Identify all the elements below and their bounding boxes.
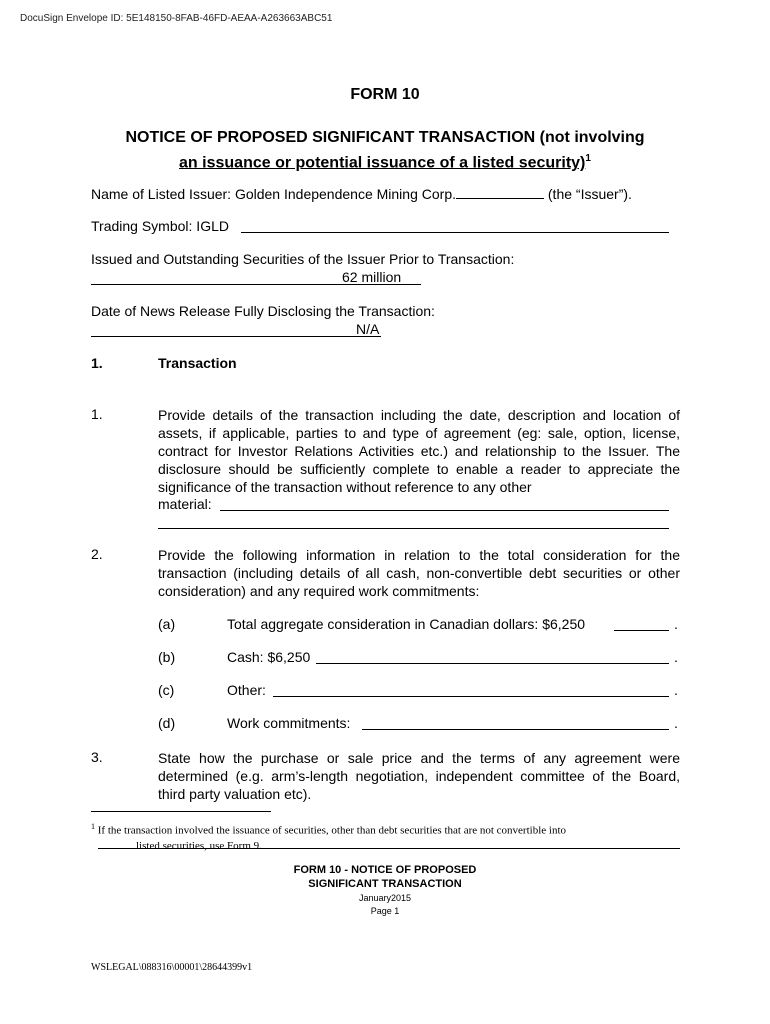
- subitem-d-end: .: [674, 715, 678, 731]
- subitem-d-label: (d): [158, 715, 176, 731]
- item-1-material-label: material:: [158, 496, 212, 512]
- securities-label: Issued and Outstanding Securities of the Issuer Prior to Transaction:: [91, 251, 515, 267]
- footer-page: Page 1: [370, 906, 400, 916]
- subitem-b-blank: [316, 663, 669, 664]
- subitem-a-end: .: [674, 616, 678, 632]
- footnote-rule: [98, 848, 680, 849]
- symbol-blank: [241, 232, 669, 233]
- item-1-blank-2: [158, 528, 669, 529]
- item-2-number: 2.: [91, 546, 103, 562]
- securities-rule: [91, 284, 421, 285]
- item-1-number: 1.: [91, 406, 103, 422]
- subitem-a-label: (a): [158, 616, 176, 632]
- footnote-line2: listed securities, use Form 9.: [136, 839, 262, 852]
- section-title: Transaction: [158, 355, 237, 371]
- item-1-blank-1: [220, 510, 669, 511]
- subitem-c-blank: [273, 696, 669, 697]
- footnote-marker: 1: [91, 822, 95, 831]
- footer-date: January2015: [358, 893, 412, 903]
- footnote-separator: [91, 811, 271, 812]
- envelope-id: DocuSign Envelope ID: 5E148150-8FAB-46FD-AEAA-A263663ABC51: [20, 13, 333, 24]
- issuer-line: [91, 185, 632, 202]
- footer-line1: FORM 10 - NOTICE OF PROPOSED: [293, 864, 477, 876]
- issuer-blank: [456, 185, 544, 199]
- symbol-label: Trading Symbol: IGLD: [91, 218, 229, 234]
- securities-value: 62 million: [342, 269, 402, 285]
- news-value: N/A: [356, 321, 380, 337]
- subitem-c-label: (c): [158, 682, 175, 698]
- news-label: Date of News Release Fully Disclosing the Transaction:: [91, 303, 435, 319]
- subitem-a-blank: [614, 630, 669, 631]
- symbol-line: [91, 218, 229, 234]
- subitem-d-blank: [362, 729, 669, 730]
- subitem-a-text: Total aggregate consideration in Canadian dollars: $6,250: [227, 616, 586, 632]
- footnote-line1: If the transaction involved the issuance of securities, other than debt securities that are not convertible into: [97, 824, 567, 837]
- footer-line2: SIGNIFICANT TRANSACTION: [308, 878, 462, 890]
- subitem-b-end: .: [674, 649, 678, 665]
- issuer-suffix: (the “Issuer”).: [547, 186, 632, 202]
- subitem-c-end: .: [674, 682, 678, 698]
- footnote-ref: 1: [585, 153, 591, 164]
- subitem-c-text: Other:: [227, 682, 266, 698]
- notice-title-line2: an issuance or potential issuance of a listed security): [179, 154, 586, 172]
- item-2-text: Provide the following information in relation to the total consideration for the transaction (including details of all cash, non-convertible debt securities or other consideration) and any required work commitments:: [158, 547, 680, 599]
- subitem-b-text: Cash: $6,250: [227, 649, 311, 665]
- item-3-number: 3.: [91, 749, 103, 765]
- news-rule: [91, 336, 381, 337]
- issuer-label: Name of Listed Issuer: Golden Independence Mining Corp.: [91, 186, 456, 202]
- notice-title: [60, 127, 710, 173]
- item-3-text: State how the purchase or sale price and the terms of any agreement were determined (e.g. arm’s-length negotiation, independent committee of the Board, third party valuation etc).: [158, 750, 680, 802]
- item-1-text: Provide details of the transaction including the date, description and location of assets, if applicable, parties to and type of agreement (eg: sale, option, license, contract for Investor Relations Activities etc.) and relationship to the Issuer. The disclosure should be sufficiently complete to enable a reader to appreciate the significance of the transaction without reference to any other: [158, 407, 680, 495]
- subitem-d-text: Work commitments:: [227, 715, 351, 731]
- section-number: 1.: [91, 355, 103, 371]
- form-title: FORM 10: [350, 86, 420, 103]
- notice-title-line1: NOTICE OF PROPOSED SIGNIFICANT TRANSACTION (not involving: [125, 129, 645, 146]
- subitem-b-label: (b): [158, 649, 176, 665]
- document-reference: WSLEGAL\088316\00001\28644399v1: [91, 962, 253, 973]
